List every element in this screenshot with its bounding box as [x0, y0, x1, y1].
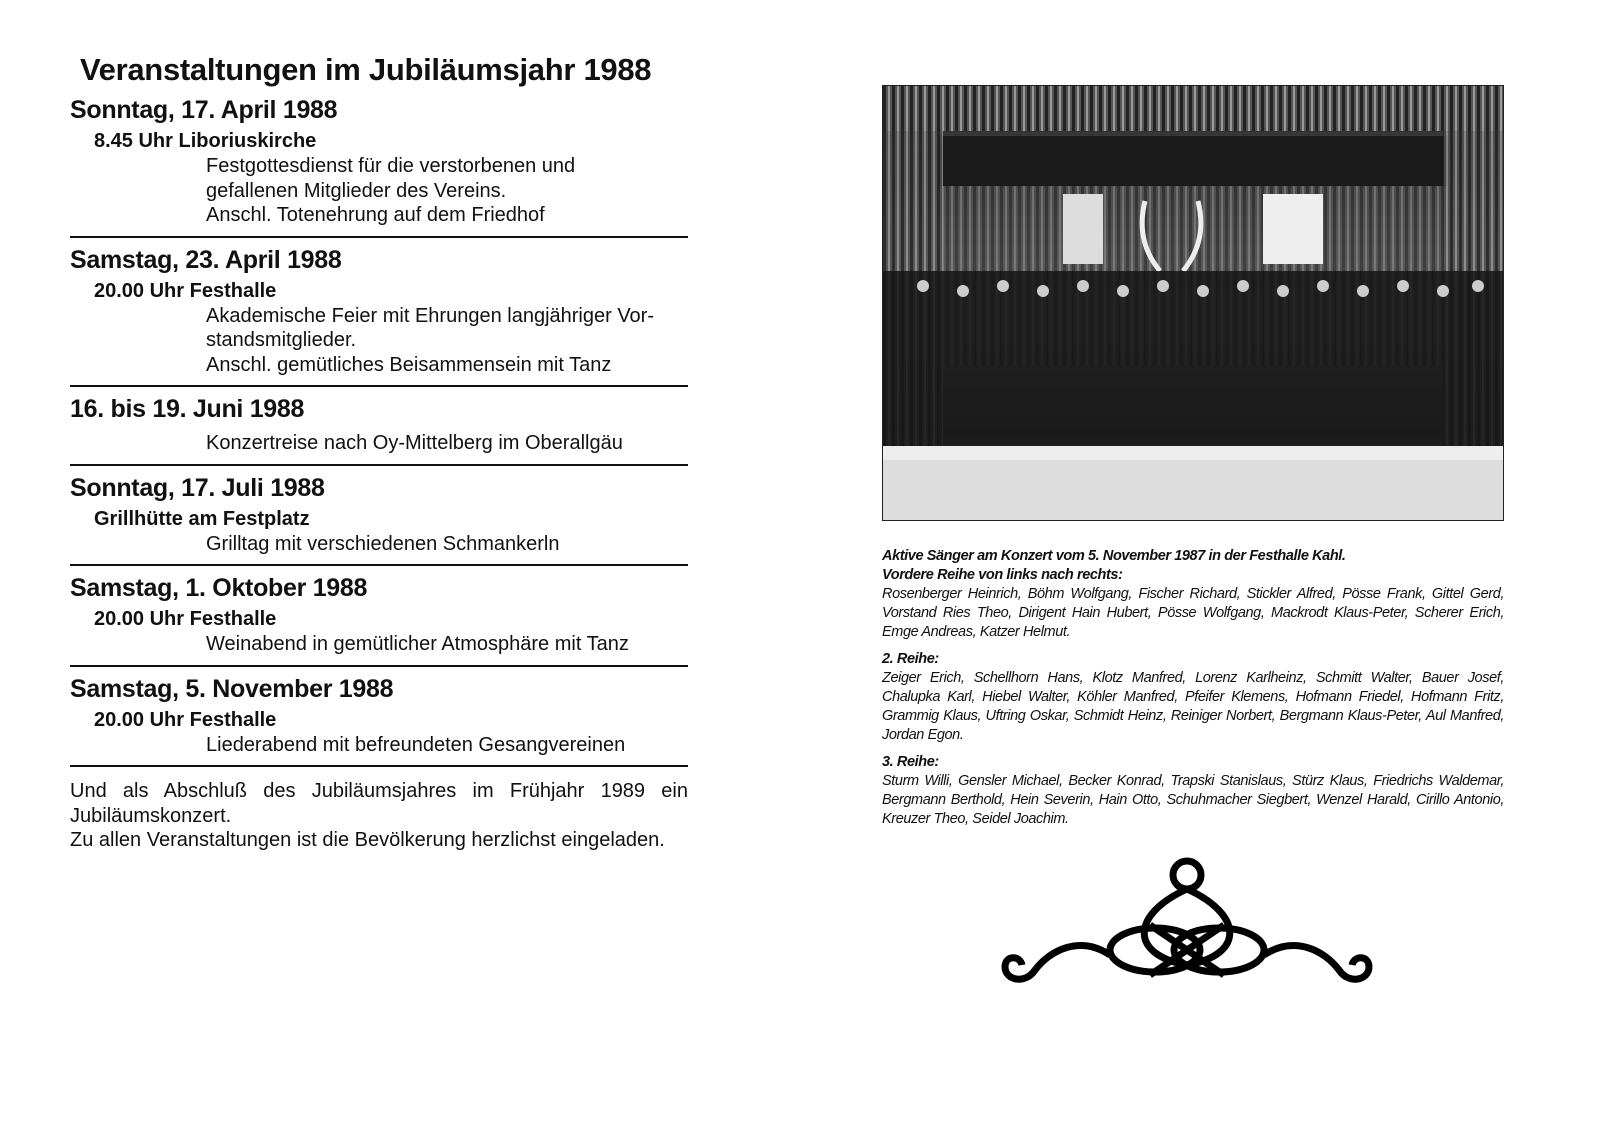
event-description: Akademische Feier mit Ehrungen langjähriger Vor-	[206, 304, 654, 327]
row-names: Sturm Willi, Gensler Michael, Becker Konrad, Trapski Stanislaus, Stürz Klaus, Friedrichs Waldemar, Bergmann Berthold, Hein Severin, Hain Otto, Schuhmacher Siegbert, Wenzel Harald, Cirillo Antonio, Kreuzer Theo, Seidel Joachim.	[882, 773, 1504, 827]
event-date: Samstag, 1. Oktober 1988	[70, 574, 368, 602]
event-date: 16. bis 19. Juni 1988	[70, 395, 305, 423]
event-time-place: 20.00 Uhr Festhalle	[94, 279, 277, 302]
event-description: Grilltag mit verschiedenen Schmankerln	[206, 532, 560, 555]
event-item	[70, 566, 688, 667]
closing-line: Zu allen Veranstaltungen ist die Bevölkerung herzlichst eingeladen.	[70, 829, 665, 851]
event-list	[70, 88, 688, 767]
event-item	[70, 238, 688, 388]
photo-column	[882, 85, 1504, 837]
event-description: Anschl. gemütliches Beisammensein mit Tanz	[206, 353, 612, 376]
event-item	[70, 667, 688, 768]
event-time-place: 8.45 Uhr Liboriuskirche	[94, 130, 317, 152]
event-description: Anschl. Totenehrung auf dem Friedhof	[206, 204, 545, 226]
event-item	[70, 88, 688, 238]
event-date: Sonntag, 17. April 1988	[70, 96, 338, 124]
event-description: gefallenen Mitglieder des Vereins.	[206, 179, 507, 202]
event-date: Samstag, 5. November 1988	[70, 674, 394, 703]
caption-heading: Aktive Sänger am Konzert vom 5. November 1987 in der Festhalle Kahl.	[882, 548, 1346, 564]
event-date: Sonntag, 17. Juli 1988	[70, 473, 325, 502]
event-description: Konzertreise nach Oy-Mittelberg im Oberallgäu	[206, 432, 623, 454]
event-time-place: 20.00 Uhr Festhalle	[94, 708, 277, 731]
photo-caption	[882, 547, 1504, 829]
row-names: Rosenberger Heinrich, Böhm Wolfgang, Fischer Richard, Stickler Alfred, Pösse Frank, Gittel Gerd, Vorstand Ries Theo, Dirigent Hain Hubert, Pösse Wolfgang, Mackrodt Klaus-Peter, Scherer Erich, Emge Andreas, Katzer Helmut.	[882, 586, 1504, 640]
row-label: 2. Reihe:	[882, 651, 939, 667]
closing-text	[70, 779, 688, 853]
event-description: Weinabend in gemütlicher Atmosphäre mit Tanz	[206, 633, 629, 655]
event-description: standsmitglieder.	[206, 329, 357, 351]
event-item	[70, 387, 688, 466]
event-item	[70, 466, 688, 567]
choir-photo	[882, 85, 1504, 521]
page-title: Veranstaltungen im Jubiläumsjahr 1988	[80, 52, 652, 87]
row-label: Vordere Reihe von links nach rechts:	[882, 567, 1123, 583]
row-names: Zeiger Erich, Schellhorn Hans, Klotz Manfred, Lorenz Karlheinz, Schmitt Walter, Bauer Josef, Chalupka Karl, Hiebel Walter, Köhler Manfred, Pfeifer Klemens, Hofmann Friedel, Hofmann Fritz, Grammig Klaus, Uftring Oskar, Schmidt Heinz, Reiniger Norbert, Bergmann Klaus-Peter, Aul Manfred, Jordan Egon.	[882, 670, 1504, 743]
event-time-place: 20.00 Uhr Festhalle	[94, 608, 277, 630]
row-label: 3. Reihe:	[882, 754, 939, 770]
event-description: Liederabend mit befreundeten Gesangvereinen	[206, 733, 626, 756]
event-description: Festgottesdienst für die verstorbenen und	[206, 155, 576, 177]
closing-line: Und als Abschluß des Jubiläumsjahres im Frühjahr 1989 ein Jubiläumskonzert.	[70, 780, 688, 827]
ornament-flourish-icon	[990, 855, 1385, 995]
event-time-place: Grillhütte am Festplatz	[94, 507, 310, 530]
event-date: Samstag, 23. April 1988	[70, 245, 342, 274]
events-column	[70, 52, 688, 853]
